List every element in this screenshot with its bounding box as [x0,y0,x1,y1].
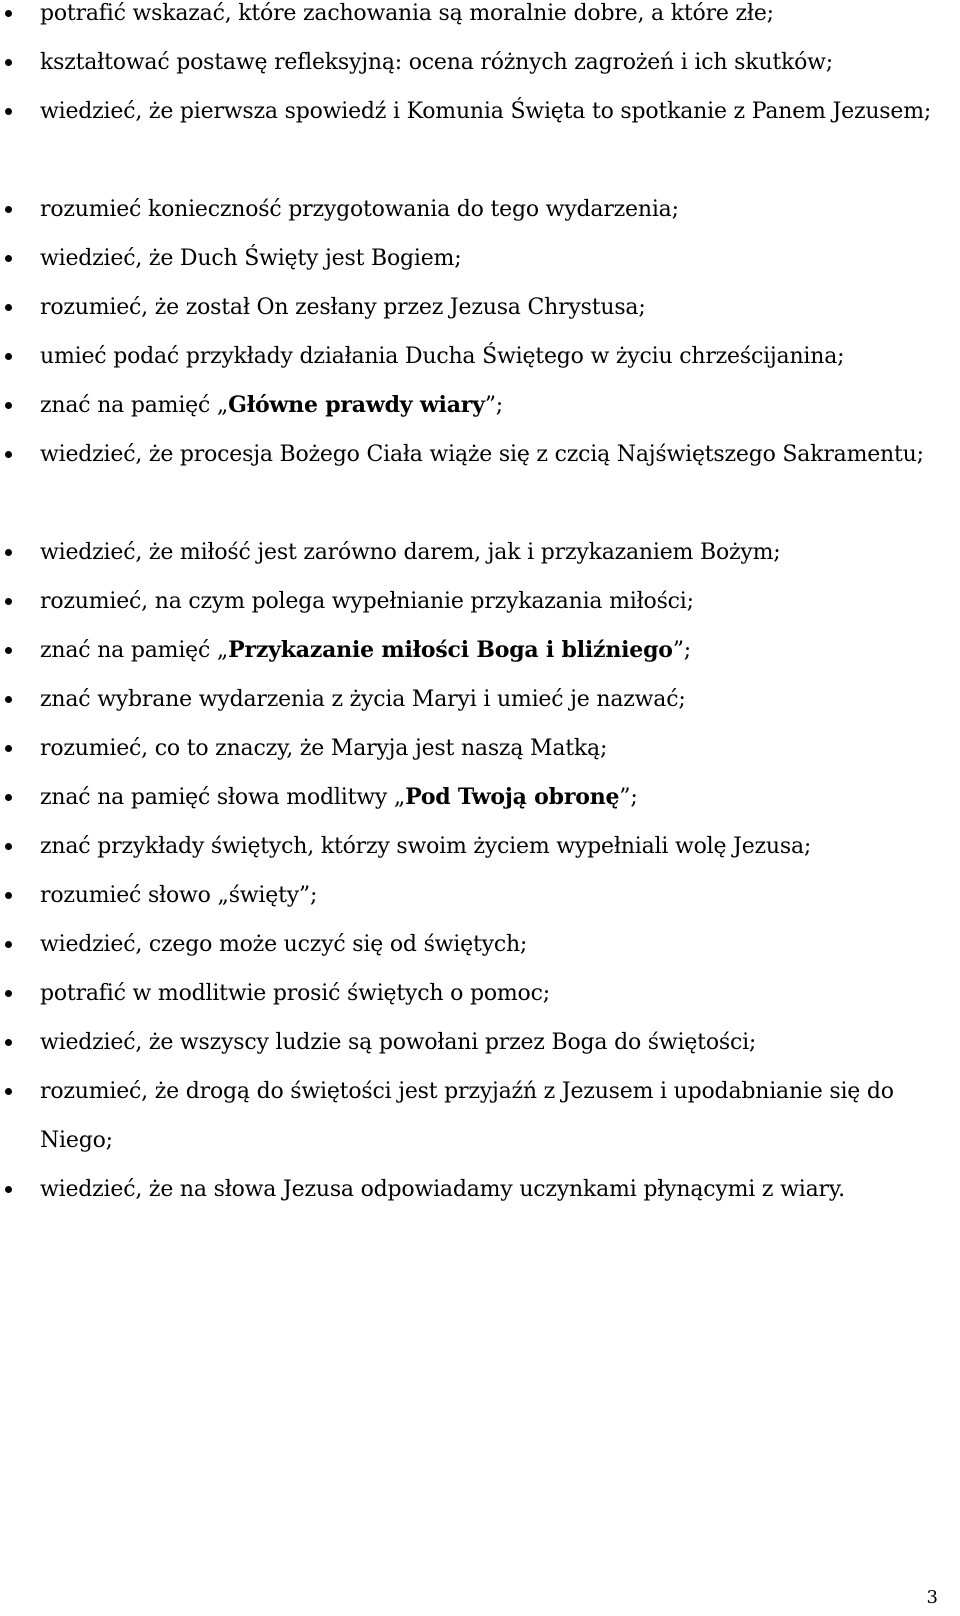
list-item-text [40,234,955,283]
text-run: wiedzieć, że wszyscy ludzie są powołani przez Boga do świętości; [40,1030,757,1055]
bullet-icon [5,549,12,556]
list-item [0,969,960,1018]
text-run: rozumieć, co to znaczy, że Maryja jest naszą Matką; [40,736,608,761]
list-item [0,1165,960,1214]
text-run: znać wybrane wydarzenia z życia Maryi i umieć je nazwać; [40,687,686,712]
list-item-text [40,724,955,773]
list-item [0,38,960,87]
bold-phrase: Przykazanie miłości Boga i bliźniego [228,637,673,663]
text-run: znać na pamięć „ [40,393,229,418]
text-run: potrafić w modlitwie prosić świętych o pomoc; [40,981,550,1006]
list-item-text [40,577,955,626]
list-item [0,234,960,283]
text-run: rozumieć, że został On zesłany przez Jezusa Chrystusa; [40,295,646,320]
bullet-icon [5,108,12,115]
list-item [0,185,960,234]
list-item-text [40,0,955,38]
list-item [0,1067,960,1165]
text-run: rozumieć, że drogą do świętości jest przyjaźń z Jezusem i upodabnianie się do Niego; [40,1079,894,1153]
bullet-icon [5,598,12,605]
list-item [0,822,960,871]
text-run: znać przykłady świętych, którzy swoim życiem wypełniali wolę Jezusa; [40,834,812,859]
text-run: kształtować postawę refleksyjną: ocena różnych zagrożeń i ich skutków; [40,50,833,75]
page-number: 3 [926,1587,938,1608]
text-run: wiedzieć, czego może uczyć się od świętych; [40,932,528,957]
text-run: wiedzieć, że na słowa Jezusa odpowiadamy uczynkami płynącymi z wiary. [40,1177,845,1202]
bullet-icon [5,794,12,801]
list-item-text [40,871,955,920]
list-item-text [40,675,955,724]
text-run: ”; [672,638,691,663]
list-item-text [40,773,955,822]
bullet-icon [5,1039,12,1046]
bullet-icon [5,647,12,654]
list-item-text [40,87,955,136]
list-item-text [40,969,955,1018]
bold-phrase: Główne prawdy wiary [228,392,485,418]
list-item-text [40,1018,955,1067]
list-item-text [40,381,955,430]
text-run: znać na pamięć słowa modlitwy „ [40,785,406,810]
bullet-icon [5,696,12,703]
bullet-icon [5,353,12,360]
bullet-icon [5,451,12,458]
list-item-text [40,626,955,675]
text-run: wiedzieć, że miłość jest zarówno darem, jak i przykazaniem Bożym; [40,540,781,565]
list-item [0,430,960,528]
list-item-text [40,185,955,234]
list-item [0,1018,960,1067]
bold-phrase: Pod Twoją obronę [405,784,620,810]
bullet-icon [5,59,12,66]
bullet-icon [5,206,12,213]
list-item [0,332,960,381]
bullet-icon [5,843,12,850]
list-item [0,577,960,626]
list-item-text [40,38,955,87]
text-run: wiedzieć, że Duch Święty jest Bogiem; [40,246,462,271]
list-item [0,381,960,430]
text-run: rozumieć, na czym polega wypełnianie przykazania miłości; [40,589,694,614]
bullet-icon [5,1186,12,1193]
bullet-icon [5,10,12,17]
bullet-icon [5,402,12,409]
list-item [0,283,960,332]
text-run: rozumieć konieczność przygotowania do tego wydarzenia; [40,197,679,222]
text-run: wiedzieć, że procesja Bożego Ciała wiąże się z czcią Najświętszego Sakramentu; [40,442,924,467]
bullet-icon [5,255,12,262]
list-item-text [40,1165,955,1214]
bullet-icon [5,941,12,948]
bullet-icon [5,892,12,899]
list-item-text [40,1067,955,1165]
list-item [0,675,960,724]
bullet-icon [5,745,12,752]
list-item-text [40,332,955,381]
list-item [0,871,960,920]
text-run: ”; [619,785,638,810]
bullet-icon [5,1088,12,1095]
list-item-text [40,822,955,871]
list-item [0,773,960,822]
text-run: znać na pamięć „ [40,638,229,663]
list-item [0,0,960,38]
list-item-text [40,430,955,479]
text-run: umieć podać przykłady działania Ducha Świętego w życiu chrześcijanina; [40,344,845,369]
bullet-icon [5,990,12,997]
list-item-text [40,920,955,969]
list-item [0,528,960,577]
text-run: ”; [484,393,504,418]
list-item-text [40,528,955,577]
list-item [0,920,960,969]
text-run: rozumieć słowo „święty”; [40,883,318,908]
text-run: wiedzieć, że pierwsza spowiedź i Komunia Święta to spotkanie z Panem Jezusem; [40,99,932,124]
list-item [0,626,960,675]
bullet-icon [5,304,12,311]
list-item [0,87,960,185]
text-run: potrafić wskazać, które zachowania są moralnie dobre, a które złe; [40,1,774,26]
list-item [0,724,960,773]
list-item-text [40,283,955,332]
